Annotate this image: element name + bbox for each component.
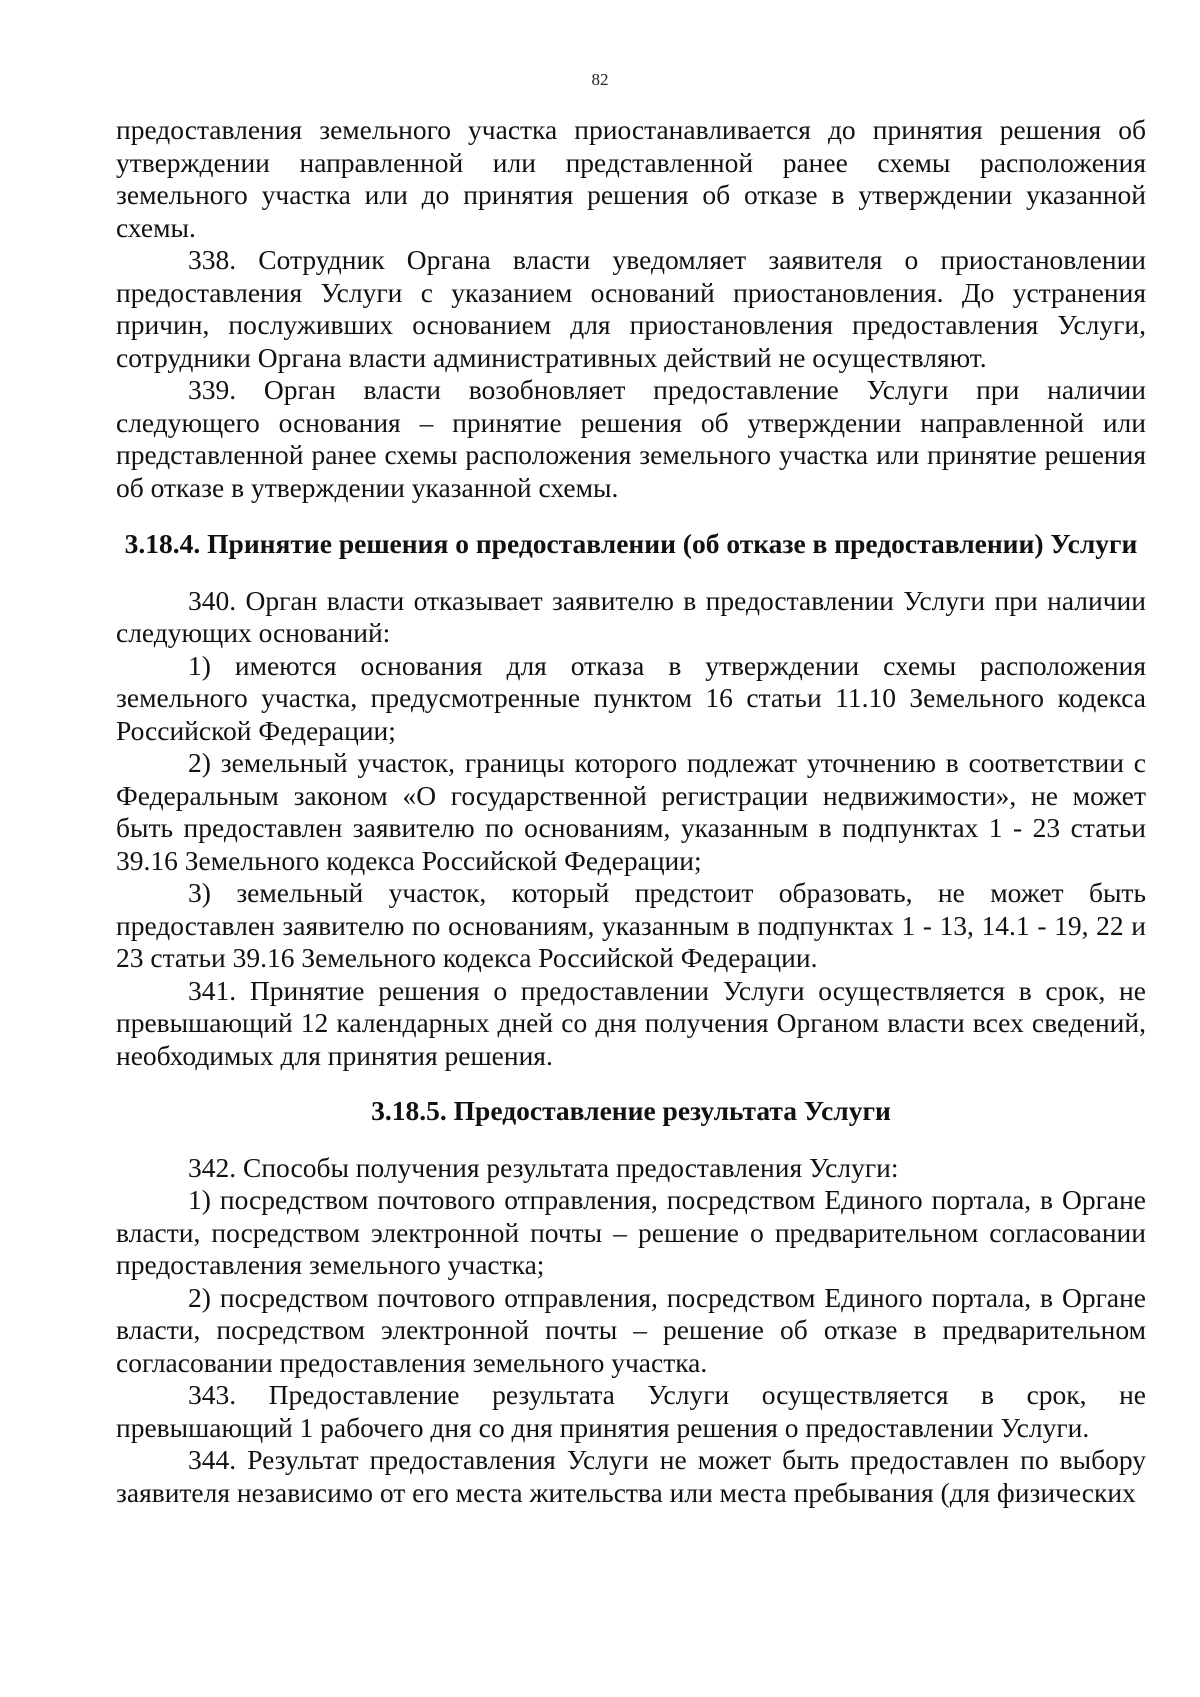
paragraph-344: 344. Результат предоставления Услуги не может быть предоставлен по выбору заявителя независимо от его места жительства или места пребывания (для физических	[116, 1444, 1146, 1508]
paragraph-341: 341. Принятие решения о предоставлении Услуги осуществляется в срок, не превышающий 12 календарных дней со дня получения Органом власти всех сведений, необходимых для принятия решения.	[116, 974, 1146, 1071]
section-heading-3-18-4: 3.18.4. Принятие решения о предоставлении (об отказе в предоставлении) Услуги	[124, 528, 1138, 559]
list-item-342-1: 1) посредством почтового отправления, посредством Единого портала, в Органе власти, посредством электронной почты – решение о предварительном согласовании предоставления земельного участка;	[116, 1184, 1146, 1280]
list-item-342-2: 2) посредством почтового отправления, посредством Единого портала, в Органе власти, посредством электронной почты – решение об отказе в предварительном согласовании предоставления земельного участка.	[116, 1281, 1146, 1378]
list-item-340-1: 1) имеются основания для отказа в утверждении схемы расположения земельного участка, предусмотренные пунктом 16 статьи 11.10 Земельного кодекса Российской Федерации;	[116, 649, 1146, 746]
document-body	[116, 114, 1146, 1509]
section-3-18-4-body	[116, 585, 1146, 1073]
paragraph: предоставления земельного участка приостанавливается до принятия решения об утверждении направленной или представленной ранее схемы расположения земельного участка или до принятия решения об отказе в утверждении указанной схемы.	[116, 114, 1146, 243]
paragraph-343: 343. Предоставление результата Услуги осуществляется в срок, не превышающий 1 рабочего дня со дня принятия решения о предоставлении Услуги.	[116, 1379, 1146, 1443]
section-intro	[116, 114, 1146, 504]
list-item-340-2: 2) земельный участок, границы которого подлежат уточнению в соответствии с Федеральным законом «О государственной регистрации недвижимости», не может быть предоставлен заявителю по основаниям, указанным в подпунктах 1 - 23 статьи 39.16 Земельного кодекса Российской Федерации;	[116, 747, 1146, 876]
paragraph-338: 338. Сотрудник Органа власти уведомляет заявителя о приостановлении предоставления Услуги с указанием оснований приостановления. До устранения причин, послуживших основанием для приостановления предоставления Услуги, сотрудники Органа власти административных действий не осуществляют.	[116, 244, 1146, 373]
page-number: 82	[591, 70, 609, 89]
paragraph-340: 340. Орган власти отказывает заявителю в предоставлении Услуги при наличии следующих оснований:	[116, 584, 1146, 648]
section-3-18-5-body	[116, 1152, 1146, 1510]
paragraph-339: 339. Орган власти возобновляет предоставление Услуги при наличии следующего основания – принятие решения об утверждении направленной или представленной ранее схемы расположения земельного участка или принятие решения об отказе в утверждении указанной схемы.	[116, 374, 1146, 503]
list-item-340-3: 3) земельный участок, который предстоит образовать, не может быть предоставлен заявителю по основаниям, указанным в подпунктах 1 - 13, 14.1 - 19, 22 и 23 статьи 39.16 Земельного кодекса Российской Федерации.	[116, 877, 1146, 973]
section-heading-3-18-5: 3.18.5. Предоставление результата Услуги	[371, 1095, 891, 1126]
paragraph-342: 342. Способы получения результата предоставления Услуги:	[188, 1151, 899, 1183]
